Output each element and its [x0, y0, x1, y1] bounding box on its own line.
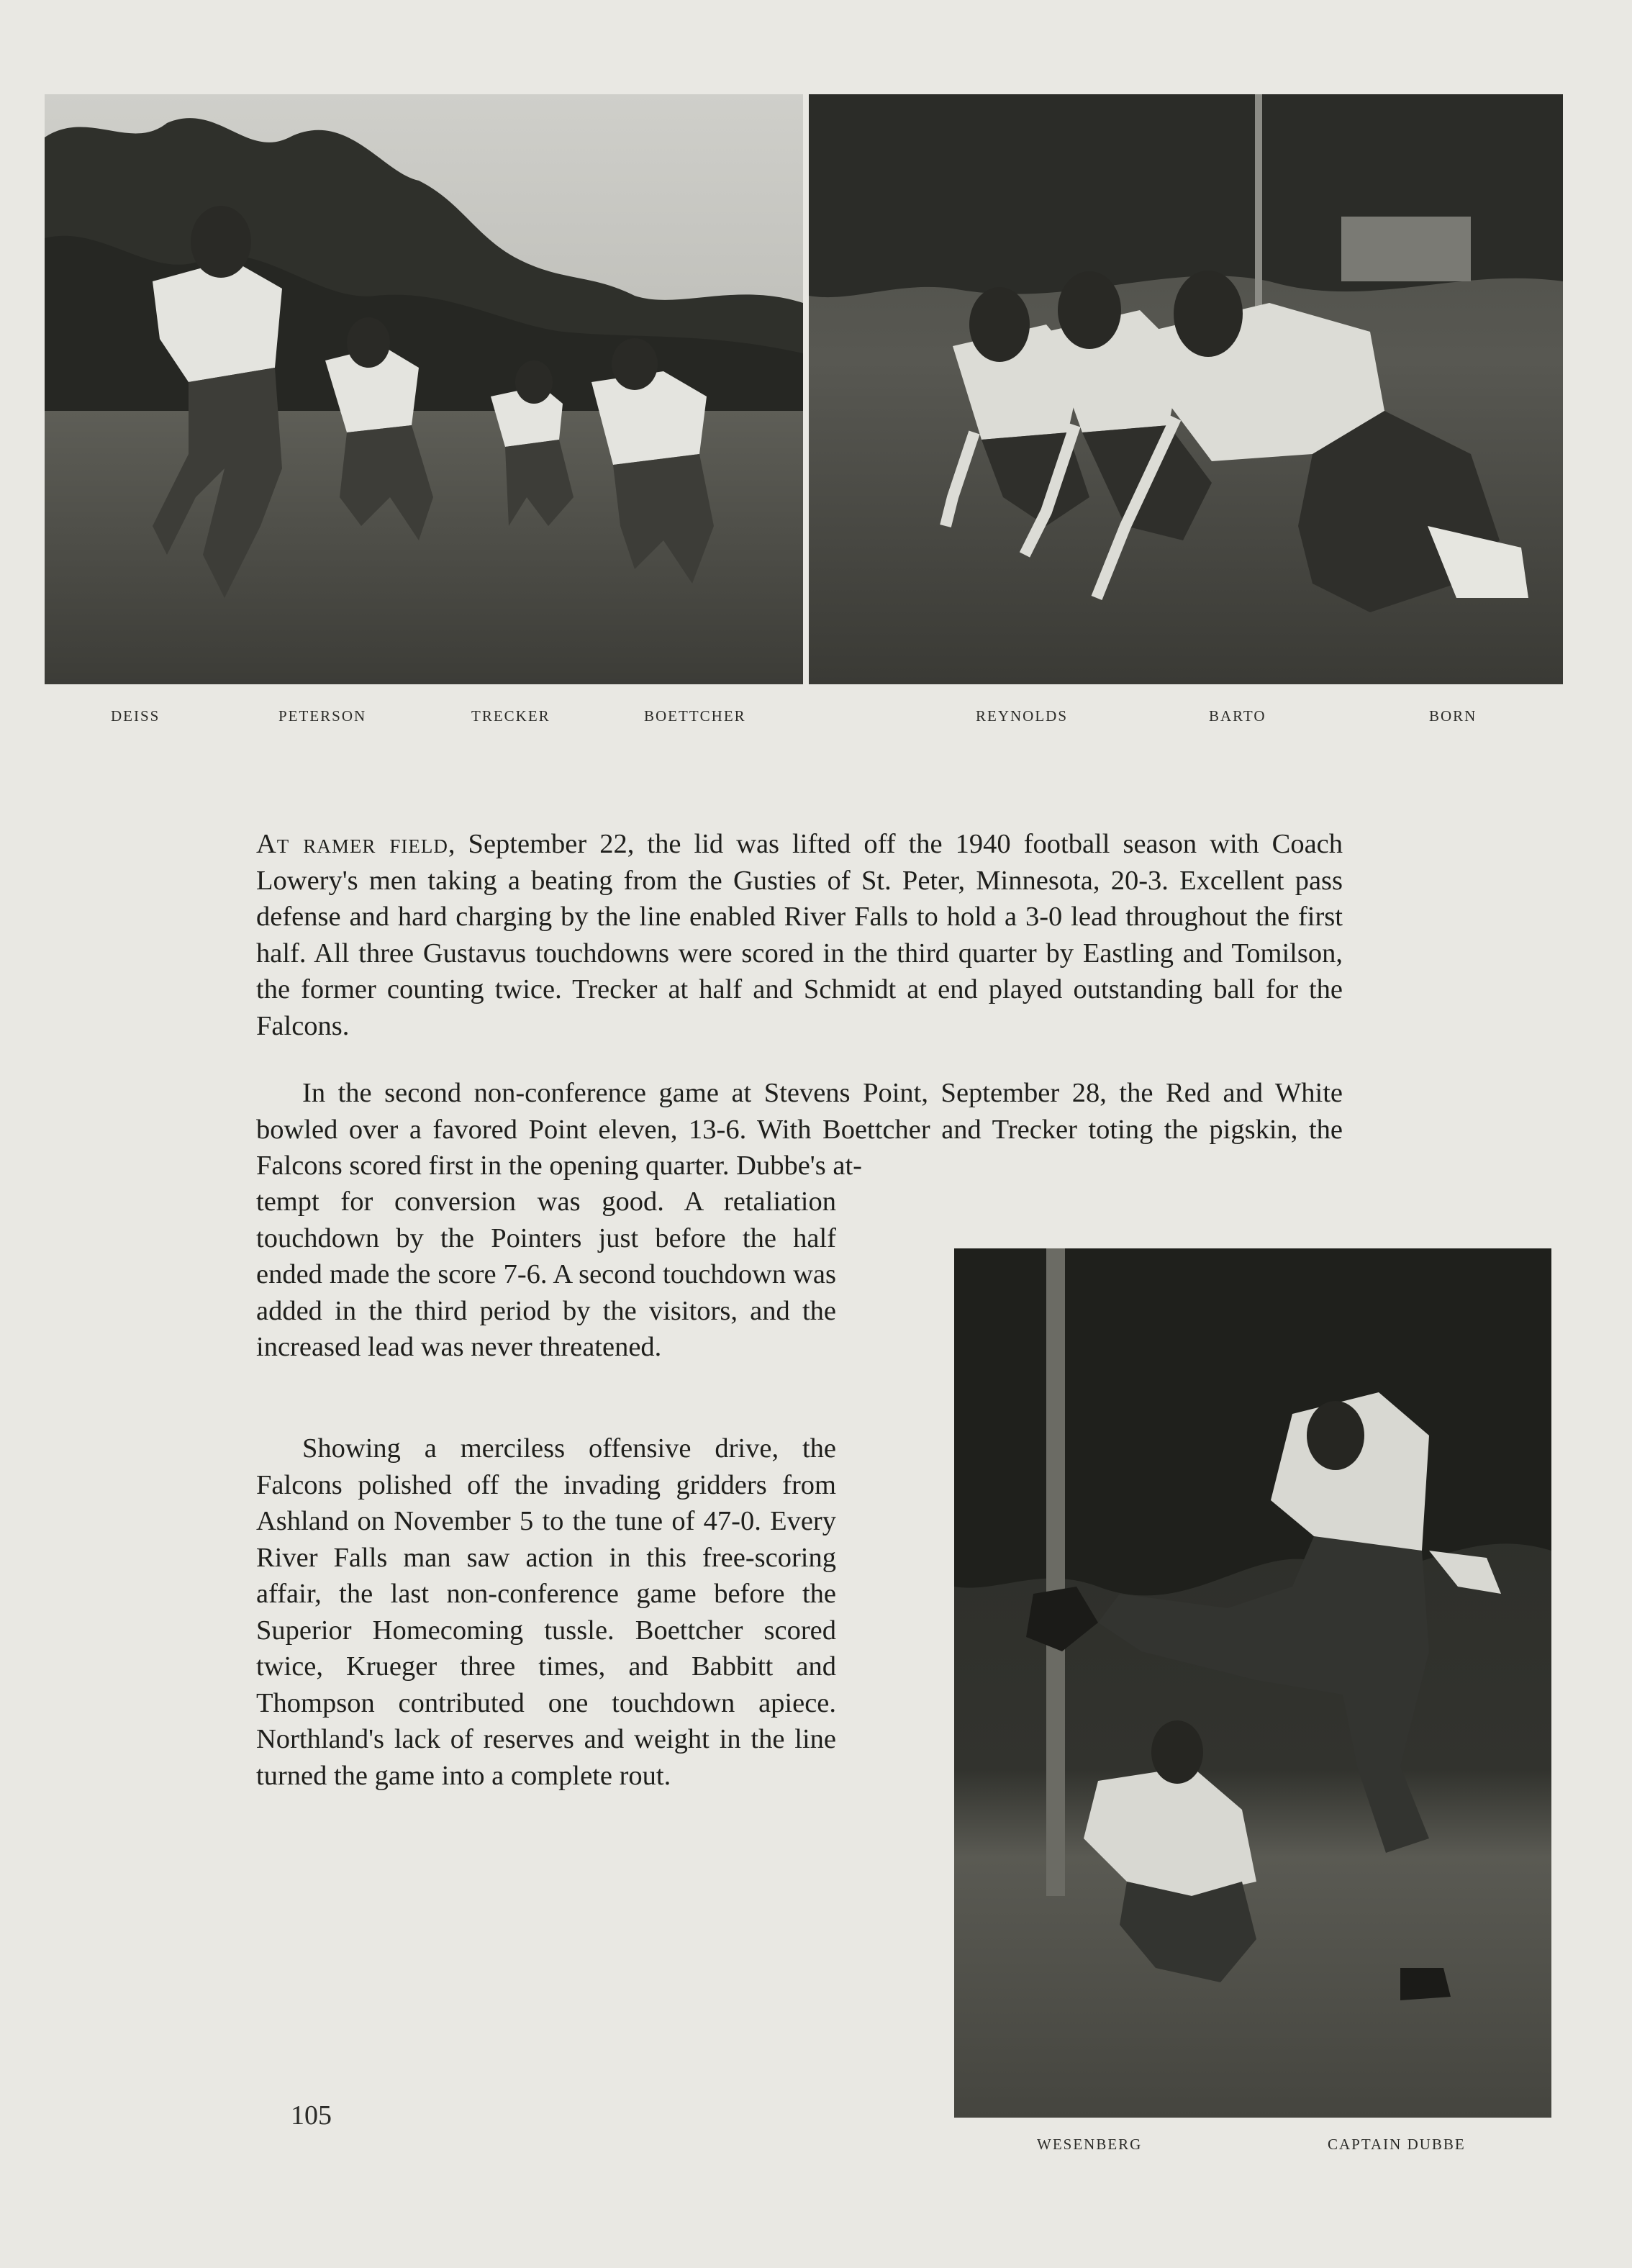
article-paragraph-2-continued-text: tempt for conversion was good. A retaliation touchdown by the Pointers just before the half ended made the score 7-6. A second touchdown was added in the third period by the visitors, and the increased lead was never threatened.: [256, 1187, 836, 1362]
caption-captain-dubbe: CAPTAIN DUBBE: [1328, 2136, 1466, 2153]
caption-boettcher: BOETTCHER: [644, 707, 746, 725]
article-paragraph-2: [256, 1075, 1343, 1184]
caption-peterson: PETERSON: [278, 707, 367, 725]
caption-barto: BARTO: [1209, 707, 1266, 725]
caption-deiss: DEISS: [111, 707, 160, 725]
caption-born: BORN: [1429, 707, 1477, 725]
caption-wesenberg: WESENBERG: [1037, 2136, 1143, 2153]
photo-running-players: [45, 94, 803, 684]
photo-linemen-stance-image: [809, 94, 1563, 684]
article-paragraph-3-text: Showing a merciless offensive drive, the Falcons polished off the invading gridders from Ashland on November 5 to the tune of 47-0. Every River Falls man saw action in this free-scoring affair, the last non-conference game before the Superior Homecoming tussle. Boettcher scored twice, Krueger three times, and Babbitt and Thompson contributed one touchdown apiece. Northland's lack of reserves and weight in the line turned the game into a complete rout.: [256, 1433, 836, 1791]
photo-kicker-holder-image: [954, 1248, 1551, 2118]
photo-linemen-stance: [809, 94, 1563, 684]
article-paragraph-2-text: In the second non-conference game at Stevens Point, September 28, the Red and White bowled over a favored Point eleven, 13-6. With Boettcher and Trecker toting the pigskin, the Falcons scored first in the opening quarter. Dubbe's at-: [256, 1078, 1343, 1181]
photo-kicker-holder: [954, 1248, 1551, 2118]
article-paragraph-3: [256, 1430, 836, 1794]
article-paragraph-1: [256, 826, 1343, 1044]
caption-reynolds: REYNOLDS: [976, 707, 1069, 725]
article-paragraph-2-continued: [256, 1184, 836, 1366]
article-paragraph-1-text: , September 22, the lid was lifted off the 1940 football season with Coach Lowery's men taking a beating from the Gusties of St. Peter, Minnesota, 20-3. Excellent pass defense and hard charging by the line enabled River Falls to hold a 3-0 lead throughout the first half. All three Gustavus touchdowns were scored in the third quarter by Eastling and Tomilson, the former counting twice. Trecker at half and Schmidt at end played outstanding ball for the Falcons.: [256, 829, 1343, 1041]
article-lead-in: At ramer field: [256, 829, 448, 859]
page-number: 105: [291, 2100, 332, 2131]
photo-running-players-image: [45, 94, 803, 684]
caption-trecker: TRECKER: [471, 707, 550, 725]
